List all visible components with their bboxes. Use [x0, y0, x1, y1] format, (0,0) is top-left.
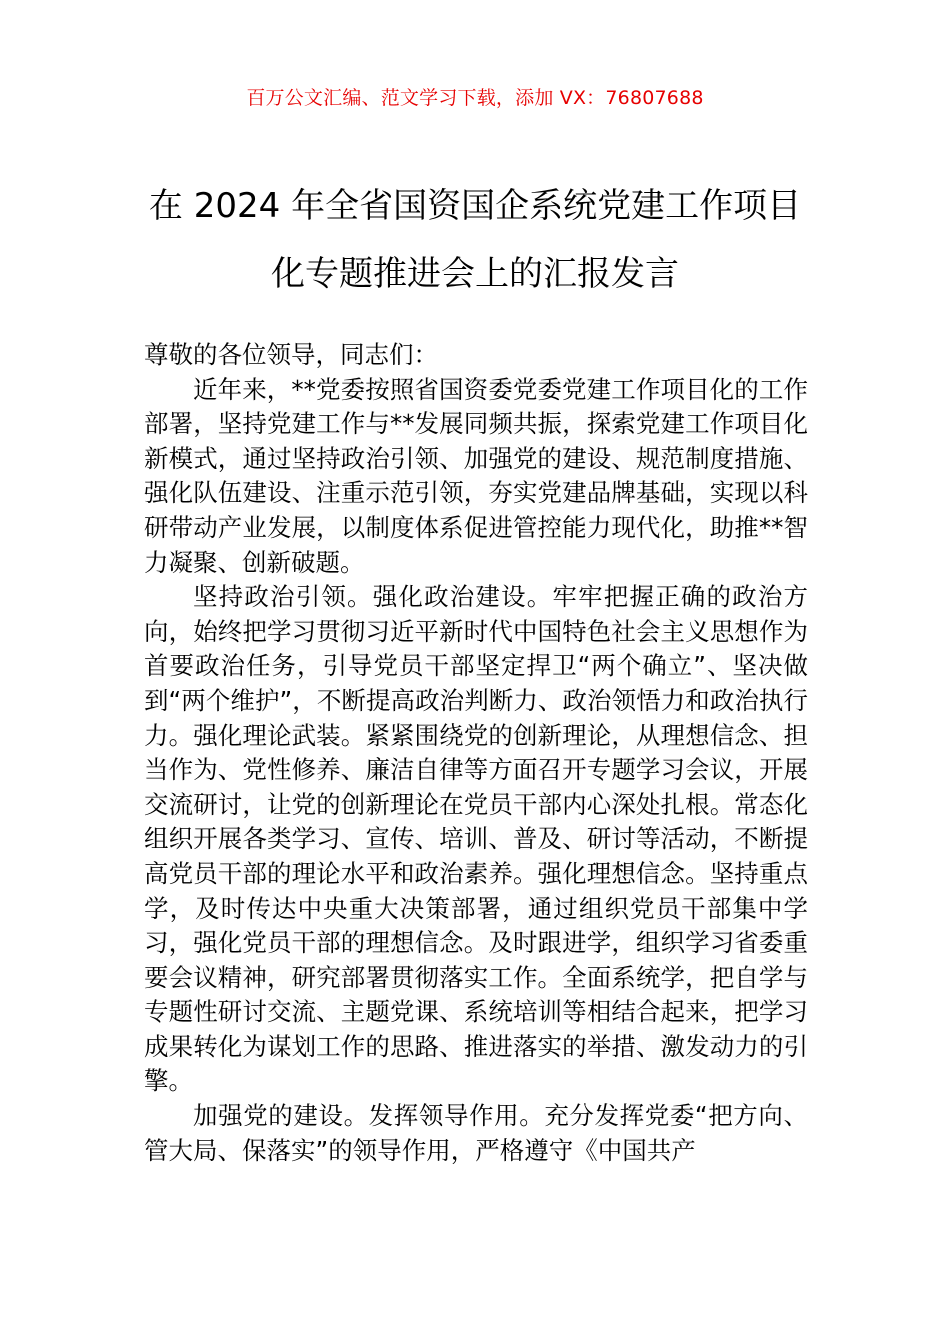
- salutation: 尊敬的各位领导，同志们：: [144, 340, 438, 369]
- paragraph-intro: 近年来，**党委按照省国资委党委党建工作项目化的工作部署，坚持党建工作与**发展同频共振，探索党建工作项目化新模式，通过坚持政治引领、加强党的建设、规范制度措施、强化队伍建设、注重示范引领，夯实党建品牌基础，实现以科研带动产业发展，以制度体系促进管控能力现代化，助推**智力凝聚、创新破题。: [144, 374, 808, 577]
- paragraph-political-guidance: 坚持政治引领。强化政治建设。牢牢把握正确的政治方向，始终把学习贯彻习近平新时代中国特色社会主义思想作为首要政治任务，引导党员干部坚定捍卫“两个确立”、坚决做到“两个维护”，不断提高政治判断力、政治领悟力和政治执行力。强化理论武装。紧紧围绕党的创新理论，从理想信念、担当作为、党性修养、廉洁自律等方面召开专题学习会议，开展交流研讨，让党的创新理论在党员干部内心深处扎根。常态化组织开展各类学习、宣传、培训、普及、研讨等活动，不断提高党员干部的理论水平和政治素养。强化理想信念。坚持重点学，及时传达中央重大决策部署，通过组织党员干部集中学习，强化党员干部的理想信念。及时跟进学，组织学习省委重要会议精神，研究部署贯彻落实工作。全面系统学，把自学与专题性研讨交流、主题党课、系统培训等相结合起来，把学习成果转化为谋划工作的思路、推进落实的举措、激发动力的引擎。: [144, 582, 808, 1096]
- document-title-line-2: 化专题推进会上的汇报发言: [271, 254, 679, 294]
- header-watermark-note: 百万公文汇编、范文学习下载，添加 VX：76807688: [246, 87, 704, 109]
- document-title: [140, 172, 810, 308]
- document-body: [144, 338, 808, 1168]
- document-title-line-1: 在 2024 年全省国资国企系统党建工作项目: [148, 186, 802, 226]
- paragraph-party-building: 加强党的建设。发挥领导作用。充分发挥党委“把方向、管大局、保落实”的领导作用，严格遵守《中国共产: [144, 1101, 808, 1165]
